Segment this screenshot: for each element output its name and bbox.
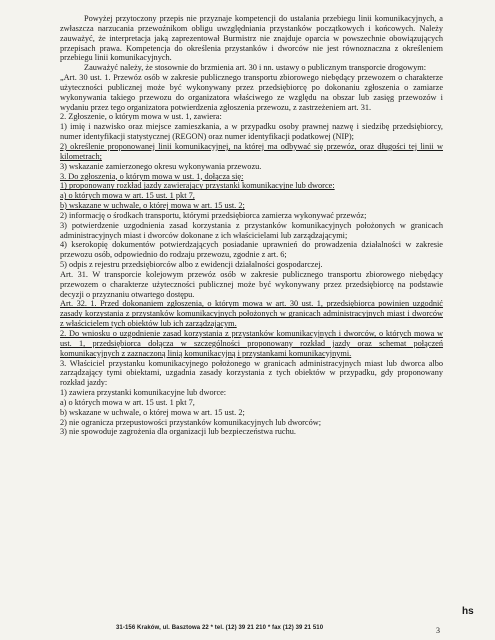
page-number: 3 — [436, 626, 440, 635]
document-body — [60, 14, 443, 437]
list-item: a) o których mowa w art. 15 ust. 1 pkt 7, — [60, 397, 195, 407]
paragraph: Powyżej przytoczony przepis nie przyznaje kompetencji do ustalania przebiegu linii komunikacyjnych, a zwłaszcza narzucania przewoźnikom obligu uwzględniania przystanków początkowych i końcowych. Należy zauważyć, że interpretacja jaką zaprezentował Burmistrz nie znajduje oparcia w powszechnie obowiązujących przepisach prawa. Kompetencja do określenia przystanków i dworców nie jest równoznaczna z określeniem przebiegu linii komunikacyjnych. — [60, 14, 443, 63]
paragraph: 2. Do wniosku o uzgodnienie zasad korzystania z przystanków komunikacyjnych i dworców, o których mowa w ust. 1, przedsiębiorca dołącza w szczególności proponowany rozkład jazdy oraz schemat połączeń komunikacyjnych z zaznaczoną linią komunikacyjną i przystankami komunikacyjnymi. — [60, 329, 443, 358]
paragraph: 2. Zgłoszenie, o którym mowa w ust. 1, zawiera: — [60, 112, 222, 122]
list-item: 3) nie spowoduje zagrożenia dla organizacji lub bezpieczeństwa ruchu. — [60, 427, 296, 437]
list-item: a) o których mowa w art. 15 ust. 1 pkt 7, — [60, 191, 195, 201]
paragraph: Art. 31. W transporcie kolejowym przewóz osób w zakresie publicznego transportu zbiorowego niebędący przewozem o charakterze użyteczności publicznej może być wykonywany przez przedsiębiorcę na podstawie decyzji o przyznaniu otwartego dostępu. — [60, 269, 443, 299]
paragraph: 3. Właściciel przystanku komunikacyjnego położonego w granicach administracyjnych miast lub dworca albo zarządzający tymi obiektami, uzgadnia zasady korzystania z tych obiektów w przypadku, gdy proponowany rozkład jazdy: — [60, 358, 443, 388]
list-item: 2) określenie proponowanej linii komunikacyjnej, na której ma odbywać się przewóz, oraz długości tej linii w kilometrach; — [60, 141, 443, 161]
paragraph: Art. 32. 1. Przed dokonaniem zgłoszenia, o którym mowa w art. 30 ust. 1, przedsiębiorca powinien uzgodnić zasady korzystania z przystanków komunikacyjnych położonych w granicach administracyjnych miast i dworców z właścicielem tych obiektów lub ich zarządzającym. — [60, 299, 443, 329]
list-item: 3) potwierdzenie uzgodnienia zasad korzystania z przystanków komunikacyjnych położonych w granicach administracyjnych miast i dworców dokonane z ich właścicielami lub zarządzającymi; — [60, 220, 443, 240]
paragraph: 3. Do zgłoszenia, o którym mowa w ust. 1, dołącza się: — [60, 171, 244, 181]
list-item: 1) proponowany rozkład jazdy zawierający przystanki komunikacyjne lub dworce: — [60, 181, 335, 191]
list-item: 3) wskazanie zamierzonego okresu wykonywania przewozu. — [60, 161, 262, 171]
list-item: b) wskazane w uchwale, o której mowa w art. 15 ust. 2; — [60, 201, 245, 211]
list-item: 5) odpis z rejestru przedsiębiorców albo z ewidencji działalności gospodarczej. — [60, 260, 323, 270]
list-item: 1) imię i nazwisko oraz miejsce zamieszkania, a w przypadku osoby prawnej nazwę i siedzibę przedsiębiorcy, numer identyfikacji statystycznej (REGON) oraz numer identyfikacji podatkowej (NIP); — [60, 122, 443, 142]
list-item: 1) zawiera przystanki komunikacyjne lub dworce: — [60, 388, 227, 398]
paragraph: Zauważyć należy, że stosownie do brzmienia art. 30 i nn. ustawy o publicznym transporcie drogowym: — [84, 63, 427, 73]
list-item: 2) nie ogranicza przepustowości przystanków komunikacyjnych lub dworców; — [60, 417, 322, 427]
list-item: 2) informację o środkach transportu, którymi przedsiębiorca zamierza wykonywać przewóz; — [60, 210, 367, 220]
handwritten-initials: hs — [462, 606, 474, 617]
paragraph: „Art. 30 ust. 1. Przewóz osób w zakresie publicznego transportu zbiorowego niebędący przewozem o charakterze użyteczności publicznej może być wykonywany przez przedsiębiorcę po dokonaniu zgłoszenia o zamiarze wykonywania takiego przewozu do organizatora właściwego ze względu na obszar lub zasięg przewozów i wydaniu przez tego organizatora potwierdzenia zgłoszenia przewozu, z zastrzeżeniem art. 31. — [60, 73, 443, 112]
footer-address: 31-156 Kraków, ul. Basztowa 22 * tel. (12) 39 21 210 * fax (12) 39 21 510 — [116, 625, 324, 631]
list-item: b) wskazane w uchwale, o której mowa w art. 15 ust. 2; — [60, 407, 245, 417]
list-item: 4) kserokopię dokumentów potwierdzających posiadanie uprawnień do prowadzenia działalności w zakresie przewozu osób, odpowiednio do rodzaju przewozu, zgodnie z art. 6; — [60, 240, 443, 260]
